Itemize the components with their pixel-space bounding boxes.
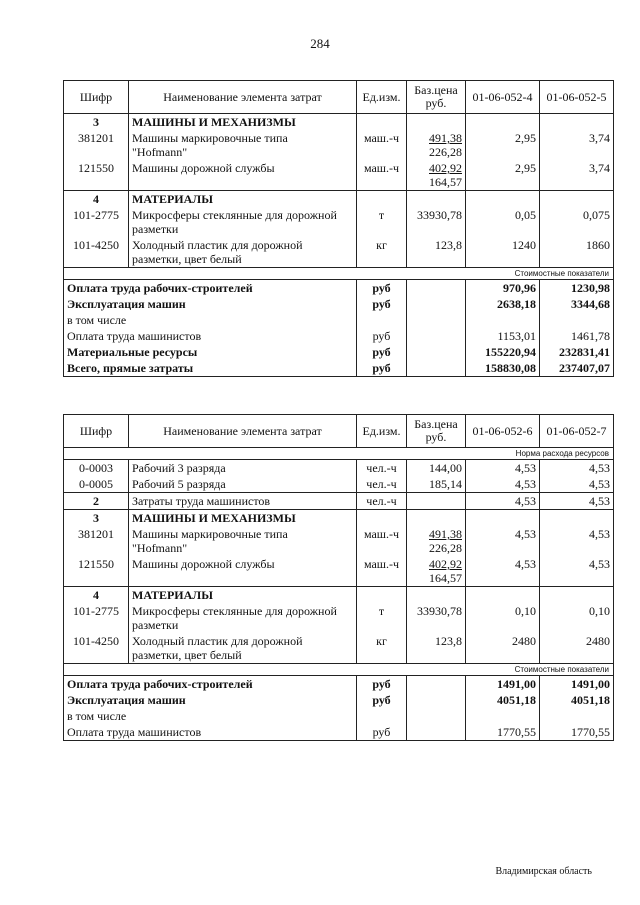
header-col-a: 01-06-052-6 xyxy=(466,415,540,448)
table-row: 121550 Машины дорожной службы маш.-ч 402,92 164,57 4,53 4,53 xyxy=(64,556,614,587)
summary-row: Оплата труда машинистов руб 1153,01 1461,78 xyxy=(64,328,614,344)
header-col-b: 01-06-052-5 xyxy=(540,81,614,114)
cost-table-1 xyxy=(63,80,614,377)
header-name: Наименование элемента затрат xyxy=(129,81,357,114)
cost-indicators-row: Стоимостные показатели xyxy=(64,268,614,280)
table-row: 0-0005 Рабочий 5 разряда чел.-ч 185,14 4,53 4,53 xyxy=(64,476,614,493)
section-row-materials: 4 МАТЕРИАЛЫ xyxy=(64,587,614,604)
table-row: 101-2775 Микросферы стеклянные для дорожной разметки т 33930,78 0,05 0,075 xyxy=(64,207,614,237)
header-base-price: Баз.цена руб. xyxy=(407,415,466,448)
summary-row: Оплата труда рабочих-строителей руб 970,96 1230,98 xyxy=(64,280,614,297)
table-header xyxy=(64,81,614,114)
summary-row: Эксплуатация машин руб 4051,18 4051,18 xyxy=(64,692,614,708)
table-row: 121550 Машины дорожной службы маш.-ч 402,92 164,57 2,95 3,74 xyxy=(64,160,614,191)
summary-row: Оплата труда рабочих-строителей руб 1491,00 1491,00 xyxy=(64,676,614,693)
summary-row: Всего, прямые затраты руб 158830,08 237407,07 xyxy=(64,360,614,377)
section-row-materials: 4 МАТЕРИАЛЫ xyxy=(64,191,614,208)
header-shifr: Шифр xyxy=(64,415,129,448)
header-unit: Ед.изм. xyxy=(357,81,407,114)
table-row: 0-0003 Рабочий 3 разряда чел.-ч 144,00 4,53 4,53 xyxy=(64,460,614,477)
header-name: Наименование элемента затрат xyxy=(129,415,357,448)
section-row-machines: 3 МАШИНЫ И МЕХАНИЗМЫ xyxy=(64,114,614,131)
header-col-a: 01-06-052-4 xyxy=(466,81,540,114)
footer-region: Владимирская область xyxy=(495,866,592,877)
table-row: 101-2775 Микросферы стеклянные для дорожной разметки т 33930,78 0,10 0,10 xyxy=(64,603,614,633)
section-row-machines: 3 МАШИНЫ И МЕХАНИЗМЫ xyxy=(64,510,614,527)
table-header xyxy=(64,415,614,448)
summary-row: в том числе xyxy=(64,708,614,724)
cost-indicators-row: Стоимостные показатели xyxy=(64,664,614,676)
table-row: 101-4250 Холодный пластик для дорожной разметки, цвет белый кг 123,8 2480 2480 xyxy=(64,633,614,664)
header-shifr: Шифр xyxy=(64,81,129,114)
summary-row: Оплата труда машинистов руб 1770,55 1770,55 xyxy=(64,724,614,741)
cost-table-2 xyxy=(63,414,614,741)
summary-row: в том числе xyxy=(64,312,614,328)
header-base-price: Баз.цена руб. xyxy=(407,81,466,114)
header-col-b: 01-06-052-7 xyxy=(540,415,614,448)
norm-label-row: Норма расхода ресурсов xyxy=(64,448,614,460)
header-unit: Ед.изм. xyxy=(357,415,407,448)
table-row: 101-4250 Холодный пластик для дорожной разметки, цвет белый кг 123,8 1240 1860 xyxy=(64,237,614,268)
table-row: 2 Затраты труда машинистов чел.-ч 4,53 4,53 xyxy=(64,493,614,510)
table-row: 381201 Машины маркировочные типа "Hofmann" маш.-ч 491,38 226,28 2,95 3,74 xyxy=(64,130,614,160)
table-row: 381201 Машины маркировочные типа "Hofmann" маш.-ч 491,38 226,28 4,53 4,53 xyxy=(64,526,614,556)
summary-row: Материальные ресурсы руб 155220,94 232831,41 xyxy=(64,344,614,360)
page-number: 284 xyxy=(310,36,330,51)
summary-row: Эксплуатация машин руб 2638,18 3344,68 xyxy=(64,296,614,312)
